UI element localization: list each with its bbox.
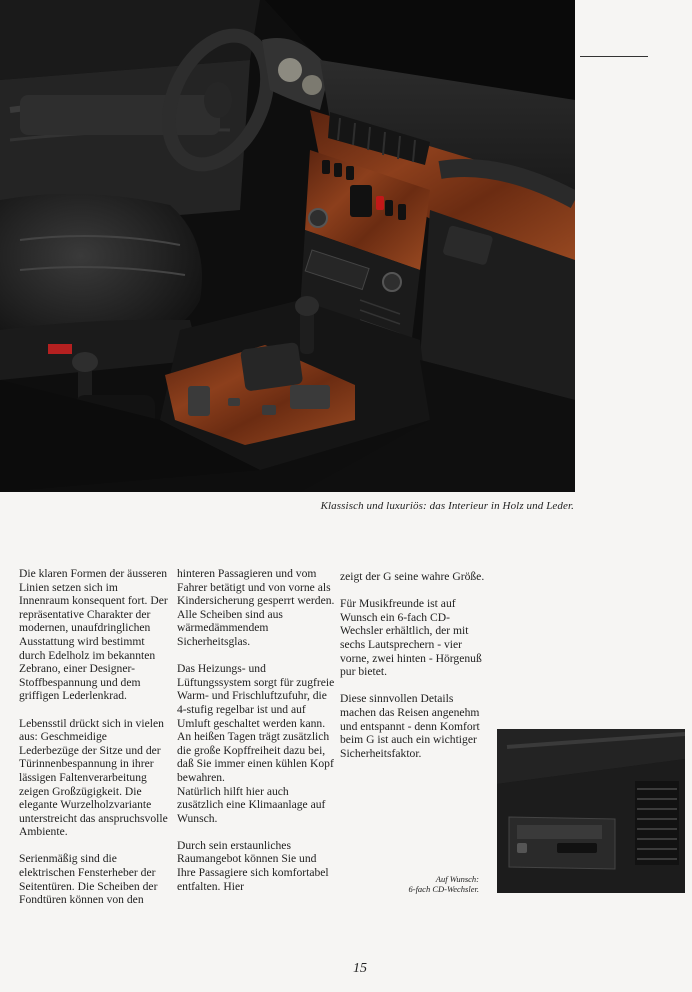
- cd-changer-caption: [380, 874, 479, 894]
- cd-caption-line1: Auf Wunsch:: [435, 874, 479, 884]
- paragraph: Durch sein erstaunliches Raumangebot können Sie und Ihre Passagiere sich komfortabel entfalten. Hier: [177, 838, 329, 893]
- text-column-1: [19, 567, 169, 920]
- cd-changer-photo: [497, 729, 685, 893]
- paragraph: Natürlich hilft hier auch zusätzlich eine Klimaanlage auf Wunsch.: [177, 784, 326, 825]
- interior-photo: [0, 0, 575, 492]
- paragraph: Die klaren Formen der äusseren Linien setzen sich im Innenraum konsequent fort. Der repräsentative Charakter der modernen, unaufdringlichen Ausstattung wird bestimmt durch Edelholz im bekannten Zebrano, einer Designer-Stoffbespannung und dem griffigen Lederlenkrad.: [19, 567, 168, 703]
- page-number: 15: [353, 961, 367, 976]
- paragraph: Das Heizungs- und Lüftungssystem sorgt für zugfreie Warm- und Frischluftzufuhr, die 4-stufig regelbar ist und auf Umluft geschaltet werden kann. An heißen Tagen trägt zusätzlich die große Kopffreiheit dazu bei, daß Sie immer einen kühlen Kopf bewahren.: [177, 662, 335, 784]
- paragraph: zeigt der G seine wahre Größe.: [340, 570, 485, 583]
- paragraph: Für Musikfreunde ist auf Wunsch ein 6-fach CD-Wechsler erhältlich, der mit sechs Lautsprechern - vier vorne, zwei hinten - Hörgenuß pur bietet.: [340, 597, 482, 679]
- hero-caption: Klassisch und luxuriös: das Interieur in Holz und Leder.: [320, 500, 574, 512]
- paragraph: hinteren Passagieren und vom Fahrer betätigt und von vorne als Kindersicherung gesperrt werden. Alle Scheiben sind aus wärmedämmendem Sicherheitsglas.: [177, 567, 335, 648]
- decorative-rule: [580, 56, 648, 57]
- text-column-2: [177, 567, 335, 907]
- cd-caption-line2: 6-fach CD-Wechsler.: [408, 884, 479, 894]
- paragraph: Serienmäßig sind die elektrischen Fensterheber der Seitentüren. Die Scheiben der Fondtüren können von den: [19, 852, 158, 907]
- text-column-3: [340, 570, 490, 774]
- paragraph: Lebensstil drückt sich in vielen aus: Geschmeidige Lederbezüge der Sitze und der Türinnenbespannung in ihrer lässigen Faltenverarbeitung zeigen Großzügigkeit. Die elegante Wurzelholzvariante unterstreicht das anspruchsvolle Ambiente.: [19, 716, 168, 839]
- paragraph: Diese sinnvollen Details machen das Reisen angenehm und entspannt - denn Komfort beim G ist auch ein wichtiger Sicherheitsfaktor.: [340, 692, 480, 760]
